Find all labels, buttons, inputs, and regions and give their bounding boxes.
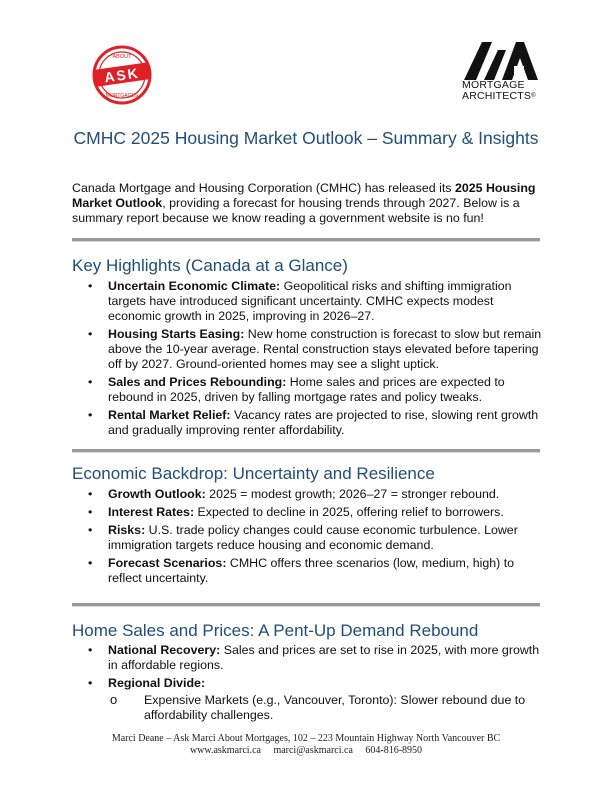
bullet-icon: • (88, 327, 93, 341)
list-item (72, 408, 542, 438)
intro-bold: 2025 Housing Market Outlook (72, 181, 536, 210)
list-item (72, 643, 542, 673)
item-label: Growth Outlook: (108, 487, 206, 501)
sub-item-text: Expensive Markets (e.g., Vancouver, Toronto): Slower rebound due to affordability challenges. (144, 693, 526, 722)
section-heading-economic-backdrop: Economic Backdrop: Uncertainty and Resilience (72, 464, 435, 483)
ask-logo-top-text: ABOUT (112, 54, 132, 60)
sub-list (108, 693, 542, 723)
economic-backdrop-list (72, 487, 542, 589)
bullet-icon: • (88, 487, 93, 501)
mortgage-architects-wordmark (462, 80, 552, 102)
item-text: Home sales and prices are expected to rebound in 2025, driven by falling mortgage rates and policy tweaks. (108, 375, 505, 404)
list-item (72, 375, 542, 405)
list-item (72, 327, 542, 372)
section-heading-key-highlights: Key Highlights (Canada at a Glance) (72, 256, 348, 275)
bullet-icon: • (88, 408, 93, 422)
item-text: CMHC offers three scenarios (low, medium, high) to reflect uncertainty. (108, 556, 515, 585)
item-label: Housing Starts Easing: (108, 327, 245, 341)
bullet-icon: • (88, 556, 93, 570)
list-item (72, 279, 542, 324)
item-text: U.S. trade policy changes could cause economic turbulence. Lower immigration targets reduce housing and economic demand. (108, 523, 518, 552)
hollow-bullet-icon: o (110, 692, 118, 707)
item-label: Regional Divide: (108, 676, 206, 690)
bullet-icon: • (88, 505, 93, 519)
list-item (72, 556, 542, 586)
bullet-icon: • (88, 676, 93, 690)
key-highlights-list (72, 279, 542, 441)
list-item (72, 505, 542, 520)
section-divider (72, 603, 540, 607)
page-footer (0, 733, 612, 757)
item-text: Expected to decline in 2025, offering relief to borrowers. (194, 505, 504, 519)
list-item (72, 676, 542, 723)
sub-list-item (108, 693, 542, 723)
item-label: Interest Rates: (108, 505, 195, 519)
ma-line2: ARCHITECTS (462, 90, 532, 102)
item-text: 2025 = modest growth; 2026–27 = stronger rebound. (205, 487, 500, 501)
bullet-icon: • (88, 643, 93, 657)
page-title: CMHC 2025 Housing Market Outlook – Summary & Insights (73, 128, 539, 148)
item-text: Vacancy rates are projected to rise, slowing rent growth and gradually improving renter affordability. (108, 408, 539, 437)
section-divider (72, 449, 540, 453)
list-item (72, 523, 542, 553)
list-item (72, 487, 542, 502)
ask-logo-main-text: ASK (103, 64, 141, 86)
footer-address: Marci Deane – Ask Marci About Mortgages, 102 – 223 Mountain Highway North Vancouver BC (111, 733, 501, 744)
home-sales-list (72, 643, 542, 726)
item-label: Sales and Prices Rebounding: (108, 375, 287, 389)
bullet-icon: • (88, 523, 93, 537)
item-label: Risks: (108, 523, 146, 537)
item-label: National Recovery: (108, 643, 221, 657)
intro-paragraph (72, 181, 542, 226)
ma-line1: MORTGAGE (462, 79, 525, 91)
bullet-icon: • (88, 375, 93, 389)
ask-about-mortgages-logo (90, 44, 154, 106)
intro-post: , providing a forecast for housing trends through 2027. Below is a summary report because we know reading a government website is no fun! (72, 196, 520, 225)
ask-logo-bottom-text: MORTGAGES (105, 93, 139, 99)
item-text: Geopolitical risks and shifting immigration targets have introduced significant uncertainty. CMHC expects modest economic growth in 2025, improving in 2026–27. (108, 279, 512, 323)
item-label: Uncertain Economic Climate: (108, 279, 281, 293)
item-text: Sales and prices are set to rise in 2025, with more growth in affordable regions. (108, 643, 540, 672)
item-text: New home construction is forecast to slow but remain above the 10-year average. Rental construction stays elevated before tapering off by 2027. Ground-oriented homes may see a slight uptick. (108, 327, 542, 371)
item-label: Forecast Scenarios: (108, 556, 227, 570)
ma-registered-mark: ® (531, 93, 536, 99)
intro-pre: Canada Mortgage and Housing Corporation (CMHC) has released its (72, 181, 455, 195)
section-heading-home-sales: Home Sales and Prices: A Pent-Up Demand Rebound (72, 621, 479, 640)
section-divider (72, 238, 540, 242)
bullet-icon: • (88, 279, 93, 293)
footer-contact: www.askmarci.ca marci@askmarci.ca 604-816-8950 (189, 745, 423, 756)
item-label: Rental Market Relief: (108, 408, 231, 422)
